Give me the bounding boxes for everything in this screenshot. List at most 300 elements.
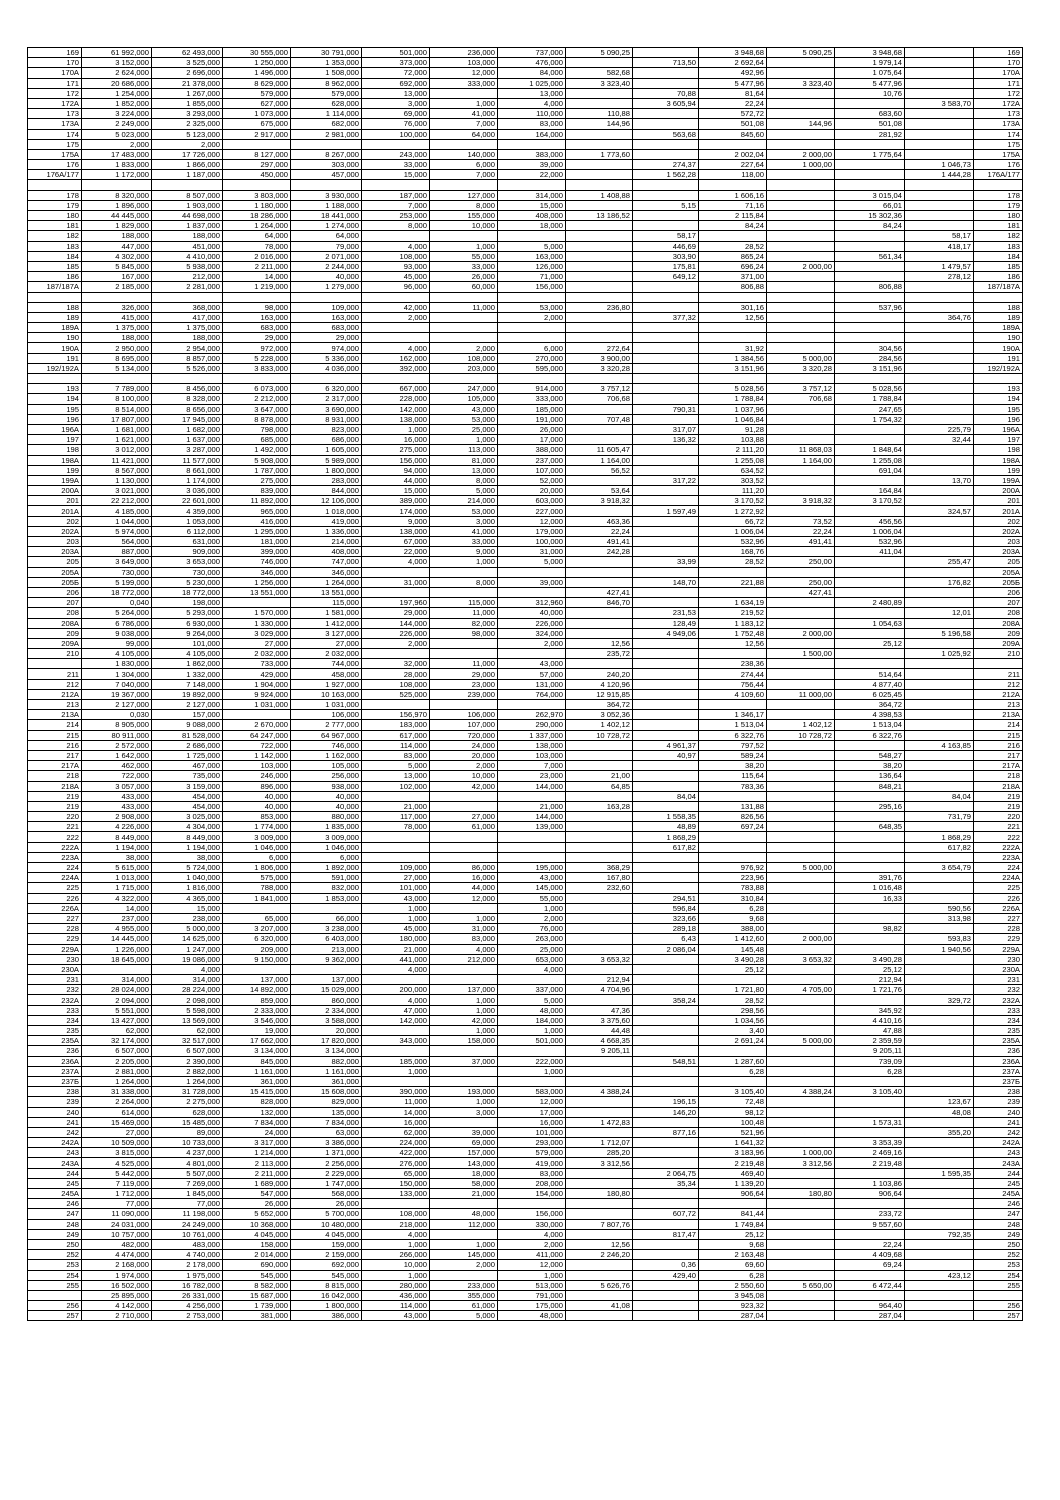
table-cell: 1 689,000 <box>223 1178 291 1188</box>
apartment-number-cell: 199А <box>28 475 82 485</box>
table-cell <box>905 883 974 893</box>
table-cell <box>767 852 835 862</box>
table-row <box>28 312 1023 322</box>
apartment-number-cell: 209А <box>974 638 1023 648</box>
table-cell <box>633 211 699 221</box>
table-cell: 1 250,000 <box>223 58 291 68</box>
table-cell <box>699 1199 767 1209</box>
table-cell <box>430 1076 498 1086</box>
table-cell: 5 028,56 <box>835 384 905 394</box>
table-cell: 8 320,000 <box>82 190 152 200</box>
table-cell: 86,000 <box>430 863 498 873</box>
table-cell: 2 168,000 <box>82 1260 152 1270</box>
table-cell: 10,000 <box>362 1260 430 1270</box>
table-row <box>28 1005 1023 1015</box>
apartment-number-cell: 175 <box>28 139 82 149</box>
table-cell: 648,35 <box>835 822 905 832</box>
table-cell <box>633 863 699 873</box>
table-cell: 5 000,000 <box>152 924 223 934</box>
apartment-number-cell: 173А <box>28 119 82 129</box>
table-cell: 513,000 <box>498 1280 566 1290</box>
table-cell <box>835 567 905 577</box>
table-cell <box>566 475 633 485</box>
table-cell <box>633 180 699 190</box>
table-cell: 1 402,12 <box>566 720 633 730</box>
table-cell: 53,000 <box>498 302 566 312</box>
table-cell: 4 705,00 <box>767 985 835 995</box>
table-cell: 579,000 <box>291 88 362 98</box>
table-cell: 21 378,000 <box>152 78 223 88</box>
table-cell <box>498 975 566 985</box>
apartment-number-cell: 197 <box>28 435 82 445</box>
table-cell: 98,000 <box>223 302 291 312</box>
table-cell <box>905 129 974 139</box>
table-cell: 389,000 <box>362 496 430 506</box>
table-row <box>28 812 1023 822</box>
table-cell <box>767 221 835 231</box>
table-cell: 972,000 <box>223 343 291 353</box>
table-cell: 1 255,08 <box>835 455 905 465</box>
table-cell: 106,000 <box>430 710 498 720</box>
table-cell <box>905 730 974 740</box>
apartment-number-cell: 226 <box>28 893 82 903</box>
apartment-number-cell <box>974 1290 1023 1300</box>
table-cell <box>699 292 767 302</box>
apartment-number-cell: 203А <box>28 547 82 557</box>
table-cell: 8,000 <box>362 221 430 231</box>
table-cell: 2 127,000 <box>82 700 152 710</box>
table-cell: 26,000 <box>291 1199 362 1209</box>
table-row <box>28 1026 1023 1036</box>
table-cell <box>767 547 835 557</box>
table-cell: 1 581,000 <box>291 608 362 618</box>
table-cell <box>699 975 767 985</box>
table-row <box>28 1066 1023 1076</box>
table-cell: 4 322,000 <box>82 893 152 903</box>
table-cell: 12,56 <box>699 312 767 322</box>
table-cell: 107,000 <box>498 465 566 475</box>
table-cell <box>633 1026 699 1036</box>
table-cell: 1 773,60 <box>566 149 633 159</box>
table-cell: 281,92 <box>835 129 905 139</box>
apartment-number-cell: 200А <box>28 486 82 496</box>
table-cell <box>430 1046 498 1056</box>
apartment-number-cell: 242 <box>974 1127 1023 1137</box>
table-cell: 163,000 <box>498 251 566 261</box>
table-cell: 303,000 <box>291 160 362 170</box>
table-row <box>28 893 1023 903</box>
table-cell: 683,60 <box>835 109 905 119</box>
table-cell <box>566 1178 633 1188</box>
table-cell: 115,000 <box>291 598 362 608</box>
table-cell: 491,41 <box>767 537 835 547</box>
table-cell: 964,40 <box>835 1301 905 1311</box>
table-cell: 583,000 <box>498 1087 566 1097</box>
table-cell <box>767 282 835 292</box>
table-cell: 295,16 <box>835 801 905 811</box>
table-cell <box>767 1097 835 1107</box>
apartment-number-cell: 212А <box>28 689 82 699</box>
table-cell: 223,96 <box>699 873 767 883</box>
table-cell: 4 388,24 <box>767 1087 835 1097</box>
table-cell: 128,49 <box>633 618 699 628</box>
table-cell: 298,56 <box>699 1005 767 1015</box>
table-cell: 38,20 <box>835 761 905 771</box>
table-cell: 1 031,000 <box>223 700 291 710</box>
table-row <box>28 394 1023 404</box>
table-cell: 22 601,000 <box>152 496 223 506</box>
table-cell: 113,000 <box>430 445 498 455</box>
apartment-number-cell <box>974 374 1023 384</box>
table-cell: 3 948,68 <box>835 48 905 58</box>
apartment-number-cell: 244 <box>974 1168 1023 1178</box>
table-cell <box>430 842 498 852</box>
table-cell <box>566 88 633 98</box>
table-cell: 1 845,000 <box>152 1189 223 1199</box>
table-cell: 213,000 <box>291 944 362 954</box>
table-cell: 198,000 <box>152 598 223 608</box>
table-cell <box>633 353 699 363</box>
apartment-number-cell: 189А <box>28 323 82 333</box>
table-cell: 303,52 <box>699 475 767 485</box>
table-cell: 2,000 <box>430 761 498 771</box>
table-cell: 136,32 <box>633 435 699 445</box>
table-cell: 227,000 <box>498 506 566 516</box>
table-cell: 11 421,000 <box>82 455 152 465</box>
table-cell <box>498 231 566 241</box>
table-cell <box>767 414 835 424</box>
table-cell <box>566 812 633 822</box>
table-cell <box>362 975 430 985</box>
apartment-number-cell: 182 <box>974 231 1023 241</box>
table-row <box>28 1117 1023 1127</box>
table-row <box>28 577 1023 587</box>
table-row <box>28 903 1023 913</box>
table-cell <box>633 109 699 119</box>
table-cell: 3 583,70 <box>905 98 974 108</box>
table-cell: 16 782,000 <box>152 1280 223 1290</box>
table-cell: 9,68 <box>699 1239 767 1249</box>
table-cell: 1 496,000 <box>223 68 291 78</box>
table-row <box>28 1046 1023 1056</box>
table-cell: 7 269,000 <box>152 1178 223 1188</box>
table-cell <box>767 659 835 669</box>
table-row <box>28 954 1023 964</box>
table-cell: 841,44 <box>699 1209 767 1219</box>
table-cell <box>767 1311 835 1321</box>
table-cell <box>767 1239 835 1249</box>
apartment-number-cell: 236 <box>28 1046 82 1056</box>
apartment-number-cell: 174 <box>974 129 1023 139</box>
table-cell: 2,000 <box>362 638 430 648</box>
table-cell: 69,000 <box>362 109 430 119</box>
table-cell: 764,000 <box>498 689 566 699</box>
table-cell: 14,000 <box>362 1107 430 1117</box>
table-cell: 8 127,000 <box>223 149 291 159</box>
table-cell <box>905 720 974 730</box>
table-cell: 39,000 <box>498 160 566 170</box>
table-cell <box>835 608 905 618</box>
table-cell: 545,000 <box>223 1270 291 1280</box>
apartment-number-cell: 169 <box>28 48 82 58</box>
table-cell <box>767 1250 835 1260</box>
table-cell <box>699 333 767 343</box>
table-cell <box>633 1250 699 1260</box>
table-cell: 3 757,12 <box>566 384 633 394</box>
table-cell: 167,000 <box>82 272 152 282</box>
table-cell: 162,000 <box>362 353 430 363</box>
table-cell: 3 312,56 <box>767 1158 835 1168</box>
table-cell <box>223 374 291 384</box>
table-cell: 1 479,57 <box>905 261 974 271</box>
table-cell: 1 739,000 <box>223 1301 291 1311</box>
table-cell <box>566 557 633 567</box>
table-cell <box>905 710 974 720</box>
apartment-number-cell: 224А <box>28 873 82 883</box>
table-cell: 29,000 <box>362 608 430 618</box>
table-cell <box>633 1301 699 1311</box>
table-cell <box>767 975 835 985</box>
table-cell: 35,34 <box>633 1178 699 1188</box>
table-row <box>28 68 1023 78</box>
table-cell: 4 226,000 <box>82 822 152 832</box>
apartment-number-cell: 253 <box>28 1260 82 1270</box>
table-cell: 1 031,000 <box>291 700 362 710</box>
table-cell <box>291 903 362 913</box>
apartment-number-cell: 220 <box>28 812 82 822</box>
table-cell <box>767 211 835 221</box>
apartment-number-cell: 199 <box>974 465 1023 475</box>
table-cell: 2 211,000 <box>223 261 291 271</box>
table-cell: 18 286,000 <box>223 211 291 221</box>
table-cell: 1,000 <box>430 435 498 445</box>
table-cell: 26,000 <box>498 424 566 434</box>
apartment-number-cell: 179 <box>28 200 82 210</box>
table-cell: 174,000 <box>362 506 430 516</box>
table-cell: 27,000 <box>291 638 362 648</box>
table-cell: 2 249,000 <box>82 119 152 129</box>
table-cell: 111,20 <box>699 486 767 496</box>
table-cell: 110,88 <box>566 109 633 119</box>
table-cell: 289,18 <box>633 924 699 934</box>
table-cell: 2,000 <box>82 139 152 149</box>
table-cell: 3 127,000 <box>291 628 362 638</box>
table-cell <box>362 832 430 842</box>
table-cell <box>835 587 905 597</box>
apartment-number-cell: 186 <box>974 272 1023 282</box>
table-cell: 193,000 <box>430 1087 498 1097</box>
table-row <box>28 302 1023 312</box>
table-cell <box>633 547 699 557</box>
table-cell: 2 016,000 <box>223 251 291 261</box>
table-cell: 5 908,000 <box>223 455 291 465</box>
table-cell: 43,000 <box>362 1311 430 1321</box>
table-cell: 735,000 <box>152 771 223 781</box>
table-cell <box>835 312 905 322</box>
table-cell: 156,000 <box>362 455 430 465</box>
table-cell: 212,94 <box>566 975 633 985</box>
table-cell: 746,000 <box>291 740 362 750</box>
table-row <box>28 180 1023 190</box>
table-cell: 730,000 <box>152 567 223 577</box>
table-cell: 4,000 <box>362 557 430 567</box>
table-cell <box>905 88 974 98</box>
apartment-number-cell <box>974 292 1023 302</box>
table-cell: 8 661,000 <box>152 465 223 475</box>
table-cell: 105,000 <box>430 394 498 404</box>
table-cell <box>905 1158 974 1168</box>
table-cell: 146,20 <box>633 1107 699 1117</box>
table-cell: 685,000 <box>223 435 291 445</box>
table-cell: 58,17 <box>633 231 699 241</box>
table-cell: 138,000 <box>362 526 430 536</box>
apartment-number-cell: 208А <box>28 618 82 628</box>
table-cell: 361,000 <box>291 1076 362 1086</box>
apartment-number-cell: 250 <box>28 1239 82 1249</box>
table-cell <box>767 170 835 180</box>
table-cell: 63,000 <box>291 1127 362 1137</box>
table-cell: 1 187,000 <box>152 170 223 180</box>
table-cell: 7 789,000 <box>82 384 152 394</box>
table-cell: 62,000 <box>82 1026 152 1036</box>
table-row <box>28 649 1023 659</box>
table-cell: 364,72 <box>835 700 905 710</box>
table-cell: 846,70 <box>566 598 633 608</box>
table-cell <box>905 251 974 261</box>
table-cell: 390,000 <box>362 1087 430 1097</box>
table-cell <box>430 852 498 862</box>
table-cell <box>633 323 699 333</box>
table-cell: 5 090,25 <box>566 48 633 58</box>
table-cell <box>835 139 905 149</box>
apartment-number-cell <box>974 659 1023 669</box>
table-cell <box>430 323 498 333</box>
table-cell <box>633 1036 699 1046</box>
table-cell <box>905 618 974 628</box>
table-cell: 1 892,000 <box>291 863 362 873</box>
table-cell: 1 788,84 <box>835 394 905 404</box>
table-cell: 47,000 <box>362 1005 430 1015</box>
apartment-number-cell: 238 <box>28 1087 82 1097</box>
table-row <box>28 791 1023 801</box>
table-cell: 115,000 <box>430 598 498 608</box>
apartment-number-cell: 172А <box>28 98 82 108</box>
table-cell: 2 317,000 <box>291 394 362 404</box>
table-cell <box>767 883 835 893</box>
table-cell <box>835 333 905 343</box>
table-cell <box>905 333 974 343</box>
table-cell: 2 917,000 <box>223 129 291 139</box>
table-cell: 13 186,52 <box>566 211 633 221</box>
table-cell: 105,000 <box>291 761 362 771</box>
table-cell: 17 726,000 <box>152 149 223 159</box>
table-cell: 77,000 <box>82 1199 152 1209</box>
table-cell <box>905 516 974 526</box>
table-cell: 1 172,000 <box>82 170 152 180</box>
table-cell <box>767 1117 835 1127</box>
apartment-number-cell: 191 <box>28 353 82 363</box>
table-cell: 14 625,000 <box>152 934 223 944</box>
table-cell: 501,000 <box>362 48 430 58</box>
table-cell: 1 264,000 <box>82 1076 152 1086</box>
table-cell: 631,000 <box>152 537 223 547</box>
table-cell: 2 777,000 <box>291 720 362 730</box>
table-cell: 628,000 <box>152 1107 223 1117</box>
table-cell: 582,68 <box>566 68 633 78</box>
table-cell: 371,00 <box>699 272 767 282</box>
table-cell: 469,40 <box>699 1168 767 1178</box>
table-cell: 4 388,24 <box>566 1087 633 1097</box>
table-cell: 303,90 <box>633 251 699 261</box>
table-cell <box>633 221 699 231</box>
table-row <box>28 292 1023 302</box>
table-cell: 197,960 <box>362 598 430 608</box>
table-cell: 590,56 <box>905 903 974 913</box>
table-cell: 1,000 <box>498 1066 566 1076</box>
table-cell: 317,22 <box>633 475 699 485</box>
apartment-number-cell: 247 <box>28 1209 82 1219</box>
meter-readings-table <box>27 47 1023 1321</box>
table-cell: 1 114,000 <box>291 109 362 119</box>
table-cell: 2,000 <box>430 343 498 353</box>
table-cell: 11 577,000 <box>152 455 223 465</box>
table-cell: 83,000 <box>498 119 566 129</box>
table-cell: 29,000 <box>430 669 498 679</box>
table-row <box>28 547 1023 557</box>
table-cell <box>566 231 633 241</box>
table-cell: 1,000 <box>430 1239 498 1249</box>
table-cell: 364,72 <box>566 700 633 710</box>
table-cell: 287,04 <box>699 1311 767 1321</box>
table-cell <box>430 567 498 577</box>
table-cell <box>566 1056 633 1066</box>
table-row <box>28 750 1023 760</box>
table-cell: 247,000 <box>430 384 498 394</box>
table-cell: 3 183,96 <box>699 1148 767 1158</box>
apartment-number-cell: 256 <box>28 1301 82 1311</box>
table-row <box>28 638 1023 648</box>
table-cell: 2 670,000 <box>223 720 291 730</box>
table-cell <box>767 781 835 791</box>
table-cell: 13 551,000 <box>223 587 291 597</box>
table-cell <box>633 873 699 883</box>
apartment-number-cell: 170 <box>974 58 1023 68</box>
table-cell: 218,000 <box>362 1219 430 1229</box>
table-cell: 12,000 <box>430 68 498 78</box>
table-cell <box>430 964 498 974</box>
table-cell: 1 800,000 <box>291 465 362 475</box>
table-cell <box>430 312 498 322</box>
table-cell <box>566 221 633 231</box>
table-cell: 22,24 <box>835 1239 905 1249</box>
apartment-number-cell: 179 <box>974 200 1023 210</box>
table-cell <box>633 1239 699 1249</box>
table-cell: 65,000 <box>362 1168 430 1178</box>
table-cell: 329,72 <box>905 995 974 1005</box>
table-row <box>28 414 1023 424</box>
table-cell <box>767 312 835 322</box>
table-cell <box>82 964 152 974</box>
table-cell: 143,000 <box>430 1158 498 1168</box>
table-cell: 239,000 <box>430 689 498 699</box>
apartment-number-cell: 246 <box>974 1199 1023 1209</box>
table-cell: 6,28 <box>699 903 767 913</box>
table-cell: 692,000 <box>362 78 430 88</box>
table-cell: 798,000 <box>223 424 291 434</box>
table-cell <box>430 374 498 384</box>
table-cell: 15 687,000 <box>223 1290 291 1300</box>
apartment-number-cell: 244 <box>28 1168 82 1178</box>
